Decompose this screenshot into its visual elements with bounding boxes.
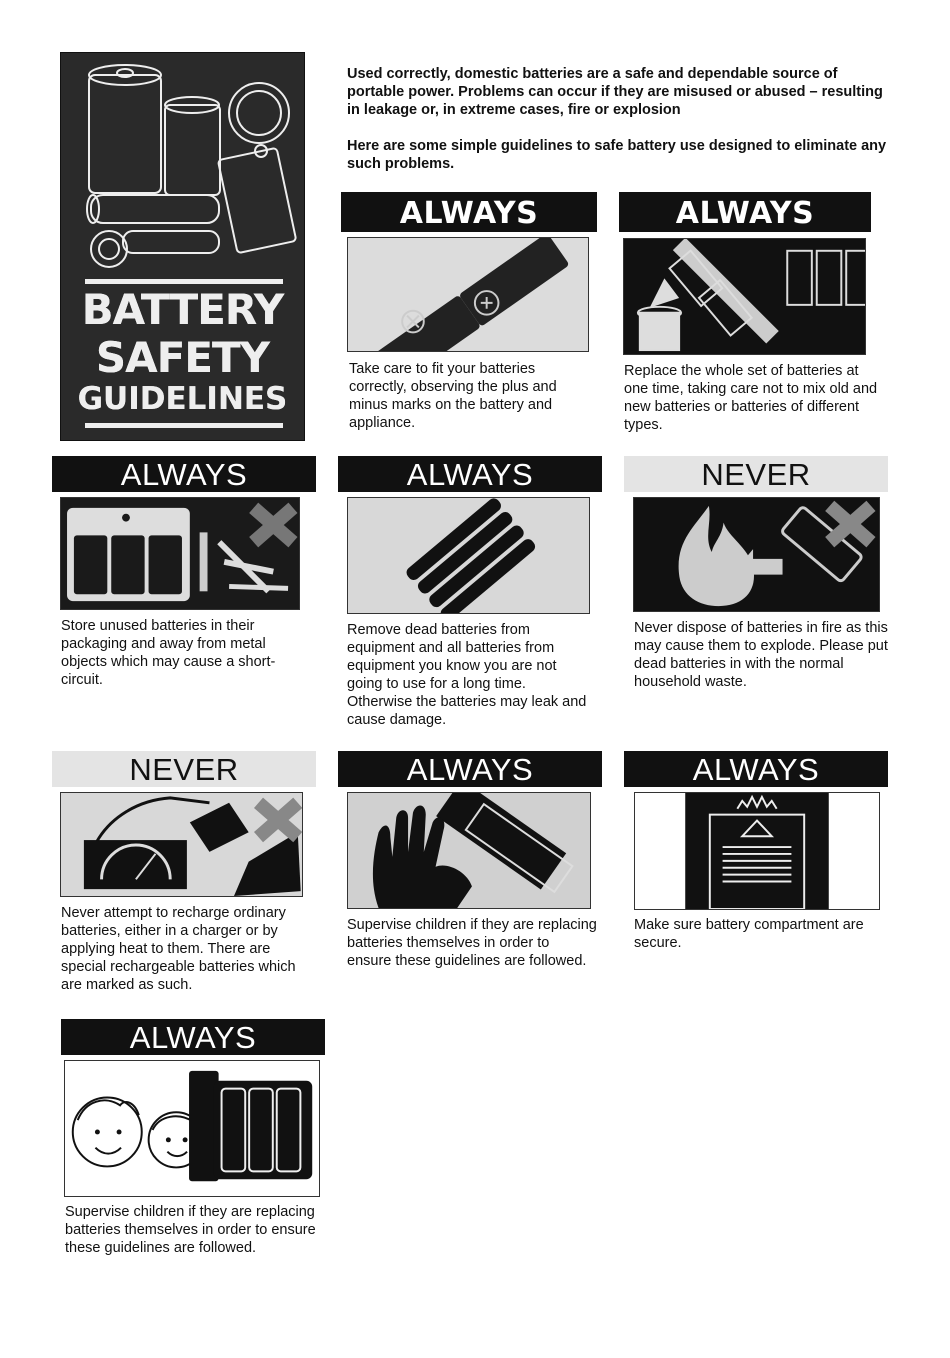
card-text: Make sure battery compartment are secure.: [634, 917, 864, 951]
intro-paragraph-2: Here are some simple guidelines to safe battery use designed to eliminate any such problems.: [347, 138, 887, 172]
card-text: Replace the whole set of batteries at one time, taking care not to mix old and new batteries or batteries of different types.: [624, 363, 878, 433]
replace-set-icon: [623, 238, 866, 355]
card-text: Supervise children if they are replacing batteries themselves in order to ensure these guidelines are followed.: [347, 917, 597, 969]
card-text: Supervise children if they are replacing batteries themselves in order to ensure these guidelines are followed.: [65, 1204, 316, 1256]
compartment-icon: [634, 792, 880, 910]
card-text: Take care to fit your batteries correctly, observing the plus and minus marks on the battery and appliance.: [349, 361, 557, 431]
hand-icon: [347, 792, 591, 909]
cover-panel: [60, 52, 305, 441]
card-heading: NEVER: [624, 456, 888, 492]
card-heading: ALWAYS: [338, 751, 602, 787]
card-text: Never attempt to recharge ordinary batteries, either in a charger or by applying heat to them. There are special rechargeable batteries which are marked as such.: [61, 905, 296, 993]
batteries-illustration: [61, 53, 304, 283]
dead-batteries-icon: [347, 497, 590, 614]
card-text: Remove dead batteries from equipment and all batteries from equipment you know you are not going to use for a long time. Otherwise the batteries may leak and cause damage.: [347, 622, 587, 728]
card-heading: ALWAYS: [624, 751, 888, 787]
cover-title-line1: BATTERY: [81, 285, 284, 334]
children-icon: [64, 1060, 320, 1197]
card-heading: ALWAYS: [341, 192, 597, 232]
card-heading: ALWAYS: [619, 192, 871, 232]
cover-title-line2: SAFETY: [95, 333, 270, 382]
charger-icon: [60, 792, 303, 897]
card-heading: ALWAYS: [338, 456, 602, 492]
intro-paragraph-1: Used correctly, domestic batteries are a safe and dependable source of portable power. Problems can occur if they are misused or abused – resulting in leakage or, in extreme cases, fire or explosion: [347, 66, 883, 118]
card-heading: NEVER: [52, 751, 316, 787]
fire-icon: [633, 497, 880, 612]
card-heading: ALWAYS: [52, 456, 316, 492]
card-heading: ALWAYS: [61, 1019, 325, 1055]
card-text: Never dispose of batteries in fire as this may cause them to explode. Please put dead batteries in with the normal household waste.: [634, 620, 888, 690]
cover-title-line3: GUIDELINES: [77, 381, 288, 417]
packaging-storage-icon: [60, 497, 300, 610]
battery-orientation-icon: [347, 237, 589, 352]
card-text: Store unused batteries in their packaging and away from metal objects which may cause a short-circuit.: [61, 618, 276, 688]
